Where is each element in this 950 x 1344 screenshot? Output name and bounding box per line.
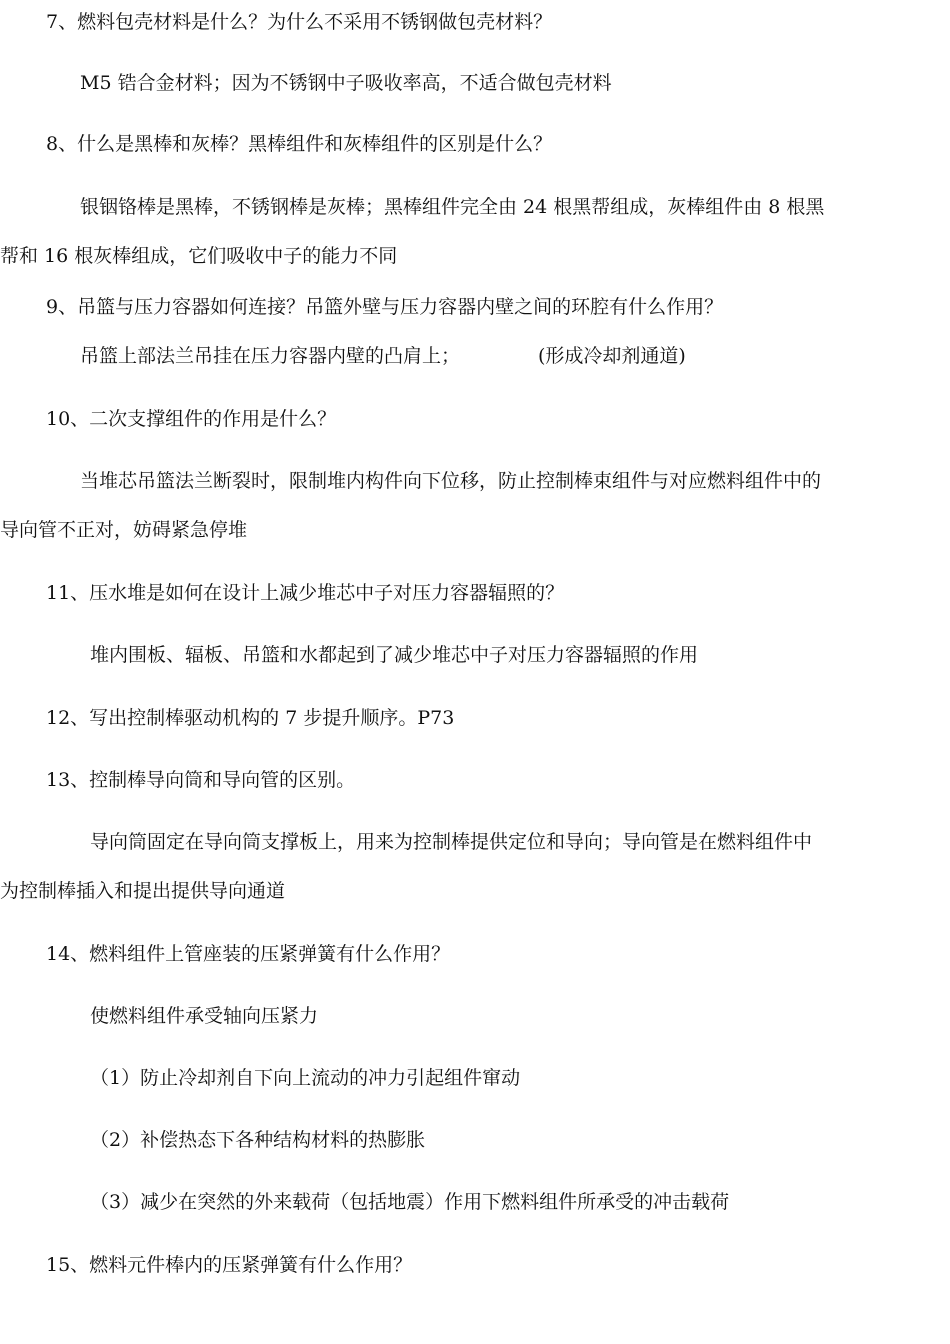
answer-11: 堆内围板、辐板、吊篮和水都起到了减少堆芯中子对压力容器辐照的作用 bbox=[90, 644, 699, 666]
question-7: 7、燃料包壳材料是什么？为什么不采用不锈钢做包壳材料？ bbox=[46, 11, 553, 33]
answer-10-line-1: 当堆芯吊篮法兰断裂时，限制堆内构件向下位移，防止控制棒束组件与对应燃料组件中的 bbox=[80, 470, 822, 492]
answer-7: M5 锆合金材料；因为不锈钢中子吸收率高，不适合做包壳材料 bbox=[80, 72, 612, 94]
question-14: 14、燃料组件上管座装的压紧弹簧有什么作用？ bbox=[46, 943, 451, 965]
question-12: 12、写出控制棒驱动机构的 7 步提升顺序。P73 bbox=[46, 707, 455, 729]
answer-14-item-1: （1）防止冷却剂自下向上流动的冲力引起组件窜动 bbox=[90, 1067, 521, 1089]
question-10: 10、二次支撑组件的作用是什么？ bbox=[46, 408, 337, 430]
answer-8-line-1: 银铟铬棒是黑棒，不锈钢棒是灰棒；黑棒组件完全由 24 根黑帮组成，灰棒组件由 8 根黑 bbox=[80, 196, 825, 218]
answer-14-item-3: （3）减少在突然的外来载荷（包括地震）作用下燃料组件所承受的冲击载荷 bbox=[90, 1191, 730, 1213]
answer-9 bbox=[0, 343, 950, 369]
question-11: 11、压水堆是如何在设计上减少堆芯中子对压力容器辐照的？ bbox=[46, 582, 565, 604]
question-13: 13、控制棒导向筒和导向管的区别。 bbox=[46, 769, 356, 791]
answer-8-line-2: 帮和 16 根灰棒组成，它们吸收中子的能力不同 bbox=[0, 245, 398, 267]
answer-14-intro: 使燃料组件承受轴向压紧力 bbox=[90, 1005, 319, 1027]
answer-13-line-2: 为控制棒插入和提出提供导向通道 bbox=[0, 880, 286, 902]
question-8: 8、什么是黑棒和灰棒？黑棒组件和灰棒组件的区别是什么？ bbox=[46, 133, 553, 155]
answer-9-part-2: (形成冷却剂通道) bbox=[538, 345, 686, 367]
answer-9-part-1: 吊篮上部法兰吊挂在压力容器内壁的凸肩上； bbox=[80, 345, 461, 367]
question-9: 9、吊篮与压力容器如何连接？吊篮外壁与压力容器内壁之间的环腔有什么作用？ bbox=[46, 296, 724, 318]
answer-13-line-1: 导向筒固定在导向筒支撑板上，用来为控制棒提供定位和导向；导向管是在燃料组件中 bbox=[90, 831, 813, 853]
answer-10-line-2: 导向管不正对，妨碍紧急停堆 bbox=[0, 519, 248, 541]
answer-14-item-2: （2）补偿热态下各种结构材料的热膨胀 bbox=[90, 1129, 426, 1151]
question-15: 15、燃料元件棒内的压紧弹簧有什么作用？ bbox=[46, 1254, 413, 1276]
